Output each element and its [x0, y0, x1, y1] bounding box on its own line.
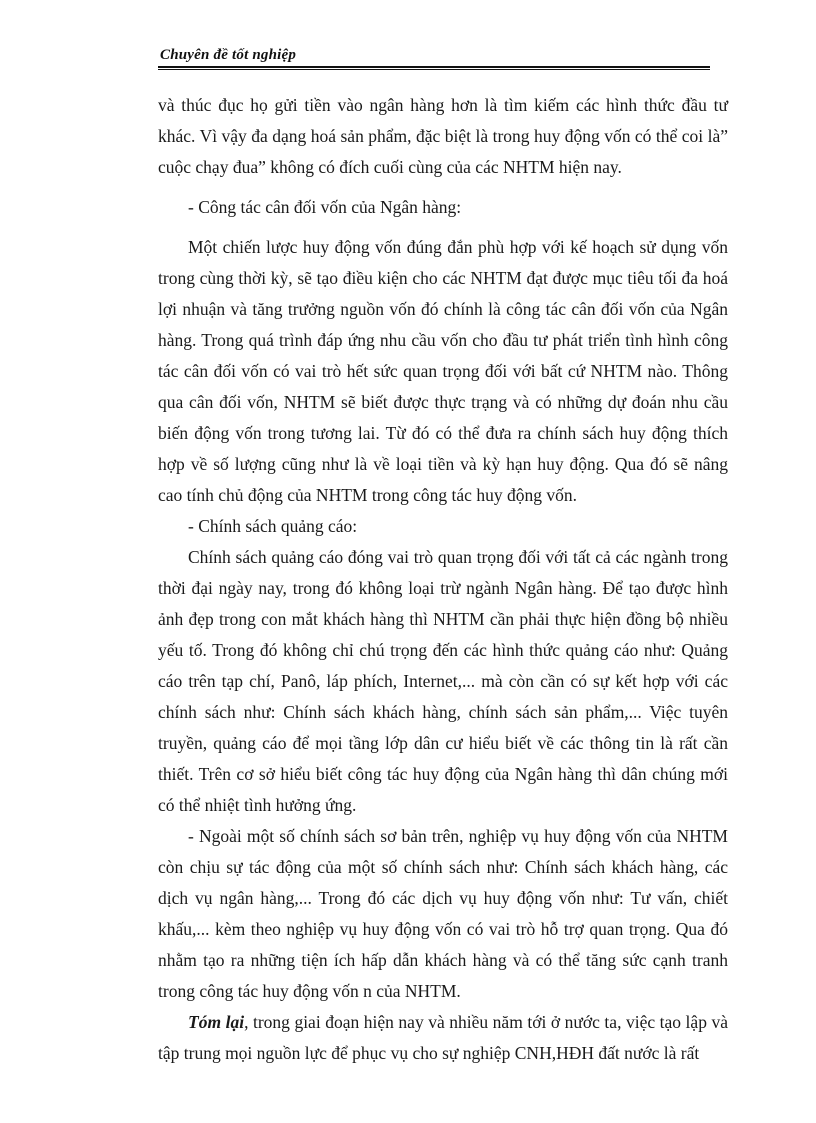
paragraph-continuation: và thúc đục họ gửi tiền vào ngân hàng hơn là tìm kiếm các hình thức đầu tư khác. Vì vậy đa dạng hoá sản phẩm, đặc biệt là trong huy động vốn có thể coi là” cuộc chạy đua” không có đích cuối cùng của các NHTM hiện nay. — [158, 95, 728, 177]
paragraph-conclusion — [158, 1007, 728, 1069]
page-header — [158, 44, 710, 70]
conclusion-lead: Tóm lại — [188, 1012, 245, 1032]
paragraph-capital-balance: Một chiến lược huy động vốn đúng đắn phù hợp với kế hoạch sử dụng vốn trong cùng thời kỳ, sẽ tạo điều kiện cho các NHTM đạt được mục tiêu tối đa hoá lợi nhuận và tăng trưởng nguồn vốn đó chính là công tác cân đối vốn của Ngân hàng. Trong quá trình đáp ứng nhu cầu vốn cho đầu tư phát triển tình hình công tác cân đối vốn có vai trò hết sức quan trọng đối với bất cứ NHTM nào. Thông qua cân đối vốn, NHTM sẽ biết được thực trạng và có những dự đoán nhu cầu biến động vốn trong tương lai. Từ đó có thể đưa ra chính sách huy động thích hợp về số lượng cũng như là về loại tiền và kỳ hạn huy động. Qua đó sẽ nâng cao tính chủ động của NHTM trong công tác huy động vốn. — [158, 237, 728, 505]
paragraph-other-policies: - Ngoài một số chính sách sơ bản trên, nghiệp vụ huy động vốn của NHTM còn chịu sự tác động của một số chính sách như: Chính sách khách hàng, các dịch vụ ngân hàng,... Trong đó các dịch vụ huy động vốn như: Tư vấn, chiết khấu,... kèm theo nghiệp vụ huy động vốn có vai trò hỗ trợ quan trọng. Qua đó nhằm tạo ra những tiện ích hấp dẫn khách hàng và có thể tăng sức cạnh tranh trong công tác huy động vốn n của NHTM. — [158, 826, 728, 1001]
body-text — [158, 90, 728, 1069]
header-title: Chuyên đề tốt nghiệp — [160, 47, 297, 63]
conclusion-text: , trong giai đoạn hiện nay và nhiều năm tới ở nước ta, việc tạo lập và tập trung mọi nguồn lực để phục vụ cho sự nghiệp CNH,HĐH đất nước là rất — [158, 1012, 728, 1063]
heading-capital-balance: - Công tác cân đối vốn của Ngân hàng: — [188, 197, 462, 217]
heading-advertising-policy: - Chính sách quảng cáo: — [188, 516, 358, 536]
header-rule — [158, 66, 710, 68]
header-rule-thin — [158, 69, 710, 70]
paragraph-advertising-policy: Chính sách quảng cáo đóng vai trò quan trọng đối với tất cả các ngành trong thời đại ngày nay, trong đó không loại trừ ngành Ngân hàng. Để tạo được hình ảnh đẹp trong con mắt khách hàng thì NHTM cần phải thực hiện đồng bộ nhiều yếu tố. Trong đó không chỉ chú trọng đến các hình thức quảng cáo như: Quảng cáo trên tạp chí, Panô, láp phích, Internet,... mà còn cần có sự kết hợp với các chính sách như: Chính sách khách hàng, chính sách sản phẩm,... Việc tuyên truyền, quảng cáo để mọi tầng lớp dân cư hiểu biết về các thông tin là rất cần thiết. Trên cơ sở hiểu biết công tác huy động của Ngân hàng thì dân chúng mới có thể nhiệt tình hưởng ứng. — [158, 547, 728, 815]
